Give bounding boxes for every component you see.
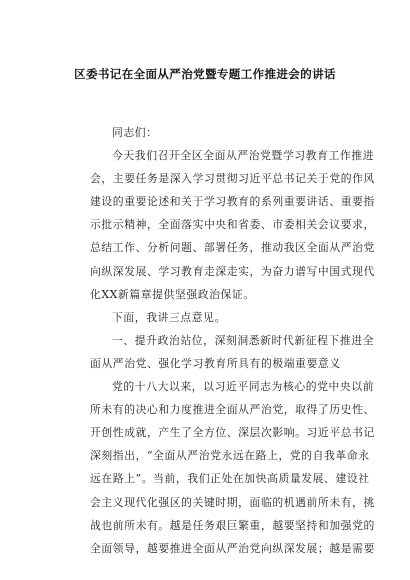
body-line: 开创性成就，产生了全方位、深层次影响。习近平总书记 — [90, 426, 375, 440]
body-line: 一、提升政治站位，深刻洞悉新时代新征程下推进全 — [112, 333, 375, 347]
body-line: 化XX新篇章提供坚强政治保证。 — [90, 287, 255, 301]
body-line: 总结工作、分析问题、部署任务，推动我区全面从严治党 — [90, 241, 375, 255]
body-line: 会，主要任务是深入学习贯彻习近平总书记关于党的作风 — [90, 172, 375, 186]
body-line: 党的十八大以来，以习近平同志为核心的党中央以前 — [112, 380, 375, 394]
body-line: 同志们： — [112, 126, 158, 139]
body-line: 今天我们召开全区全面从严治党暨学习教育工作推进 — [112, 149, 375, 163]
body-line: 下面，我讲三点意见。 — [112, 310, 226, 324]
body-line: 向纵深发展、学习教育走深走实，为奋力谱写中国式现代 — [90, 264, 375, 278]
body-line: 战也前所未有。越是任务艰巨繁重，越要坚持和加强党的 — [90, 518, 375, 532]
body-line: 所未有的决心和力度推进全面从严治党，取得了历史性、 — [90, 403, 375, 417]
document-title: 区委书记在全面从严治党暨专题工作推进会的讲话 — [74, 67, 336, 81]
body-line: 示批示精神，全面落实中央和省委、市委相关会议要求， — [90, 218, 375, 232]
body-line: 会主义现代化强区的关键时期，面临的机遇前所未有，挑 — [90, 495, 375, 509]
body-line: 远在路上”。当前，我们正处在加快高质量发展、建设社 — [90, 472, 370, 486]
body-line: 面从严治党、强化学习教育所具有的极端重要意义 — [90, 356, 341, 370]
body-line: 深刻指出，“全面从严治党永远在路上，党的自我革命永 — [90, 449, 370, 463]
document-body — [90, 121, 375, 560]
body-line: 全面领导，越要推进全面从严治党向纵深发展；越是需要 — [90, 541, 375, 555]
body-line: 建设的重要论述和关于学习教育的系列重要讲话、重要指 — [90, 195, 375, 209]
